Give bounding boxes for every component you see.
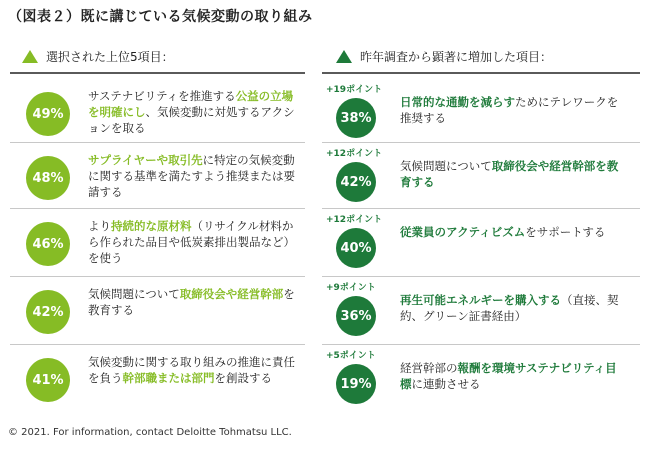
left-percentage-badge: 42% <box>26 290 70 334</box>
highlighted-phrase: 報酬を環境サステナビリティ目標 <box>400 361 617 391</box>
page-title: （図表２）既に講じている気候変動の取り組み <box>8 9 313 25</box>
right-item-text <box>400 94 628 126</box>
right-item-text <box>400 224 628 240</box>
highlighted-phrase: 日常的な通勤を減らす <box>400 95 515 109</box>
text-segment: （リサイクル材料から作られた品目や低炭素排出製品など）を使う <box>88 219 295 265</box>
text-segment: に連動させる <box>411 377 481 391</box>
right-item-text <box>400 158 628 190</box>
right-column-heading <box>336 48 552 65</box>
text-segment: サステナビリティを推進する <box>88 89 236 103</box>
point-increase-label: +12ポイント <box>326 215 383 225</box>
highlighted-phrase: 公益の立場を明確にし <box>88 89 294 119</box>
point-increase-label: +19ポイント <box>326 85 383 95</box>
row-divider <box>10 208 305 209</box>
text-segment: を教育する <box>88 287 295 317</box>
highlighted-phrase: サプライヤーや取引先 <box>88 153 203 167</box>
right-percentage-badge: 40% <box>336 228 376 268</box>
left-heading-label: 選択された上位5項目： <box>46 50 174 64</box>
highlighted-phrase: 取締役会や経営幹部 <box>179 287 284 301</box>
copyright-footer: © 2021. For information, contact Deloitte Tohmatsu LLC. <box>8 427 292 438</box>
right-percentage-badge: 42% <box>336 162 376 202</box>
right-percentage-badge: 36% <box>336 296 376 336</box>
row-divider <box>322 344 640 345</box>
highlighted-phrase: 持続的な原材料 <box>111 219 192 233</box>
left-top-rule <box>10 72 305 74</box>
left-item-text <box>88 88 300 136</box>
point-increase-label: +12ポイント <box>326 149 383 159</box>
row-divider <box>322 208 640 209</box>
text-segment: をサポートする <box>525 225 606 239</box>
row-divider <box>10 344 305 345</box>
left-percentage-badge: 41% <box>26 358 70 402</box>
right-percentage-badge: 19% <box>336 364 376 404</box>
left-column-heading <box>22 48 174 65</box>
left-percentage-badge: 48% <box>26 156 70 200</box>
right-item-text <box>400 360 628 392</box>
highlighted-phrase: 再生可能エネルギーを購入する <box>400 293 561 307</box>
text-segment: 経営幹部の <box>400 361 458 375</box>
triangle-icon <box>336 50 352 63</box>
text-segment: 気候問題について <box>400 159 492 173</box>
text-segment: 気候変動に関する取り組みの推進に責任を負う <box>88 355 295 385</box>
left-item-text <box>88 218 300 266</box>
row-divider <box>322 276 640 277</box>
point-increase-label: +9ポイント <box>326 283 376 293</box>
right-top-rule <box>322 72 640 74</box>
text-segment: 、気候変動に対処するアクションを取る <box>88 105 295 135</box>
highlighted-phrase: 従業員のアクティビズム <box>400 225 526 239</box>
text-segment: ためにテレワークを推奨する <box>400 95 619 125</box>
right-percentage-badge: 38% <box>336 98 376 138</box>
highlighted-phrase: 幹部職または部門 <box>122 371 215 385</box>
row-divider <box>10 276 305 277</box>
left-item-text <box>88 152 300 200</box>
right-item-text <box>400 292 628 324</box>
text-segment: を創設する <box>214 371 272 385</box>
left-item-text <box>88 286 300 318</box>
left-percentage-badge: 46% <box>26 222 70 266</box>
row-divider <box>10 142 305 143</box>
text-segment: に特定の気候変動に関する基準を満たすよう推奨または要請する <box>88 153 295 199</box>
point-increase-label: +5ポイント <box>326 351 376 361</box>
highlighted-phrase: 取締役会や経営幹部を教育する <box>400 159 619 189</box>
text-segment: 気候問題について <box>88 287 180 301</box>
triangle-icon <box>22 50 38 63</box>
left-item-text <box>88 354 300 386</box>
text-segment: より <box>88 219 111 233</box>
text-segment: （直接、契約、グリーン証書経由） <box>400 293 619 323</box>
left-percentage-badge: 49% <box>26 92 70 136</box>
row-divider <box>322 142 640 143</box>
right-heading-label: 昨年調査から顕著に増加した項目： <box>360 50 553 64</box>
